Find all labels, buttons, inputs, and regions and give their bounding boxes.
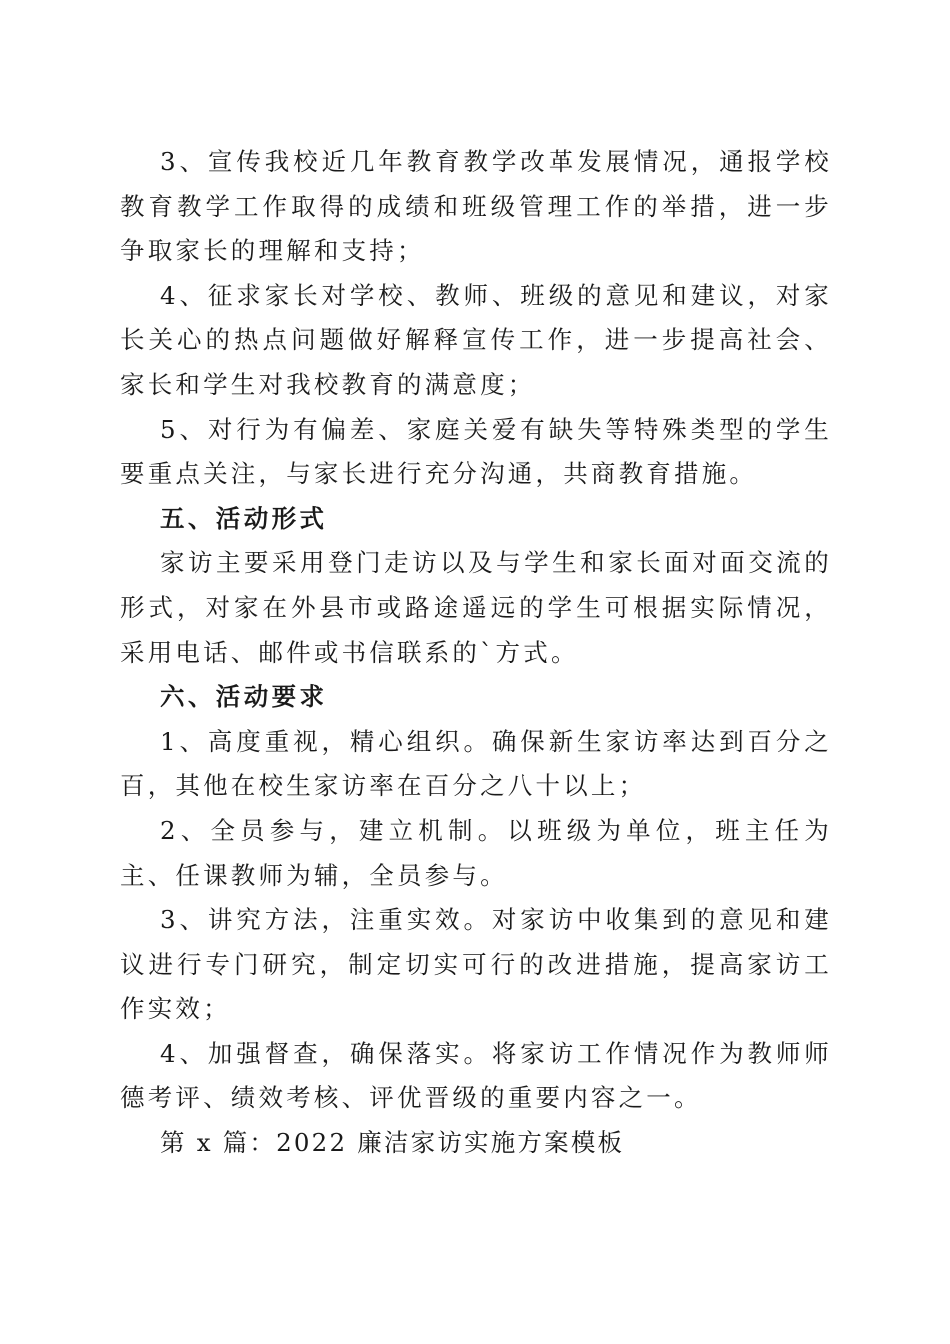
paragraph-requirement-4: 4、加强督查，确保落实。将家访工作情况作为教师师德考评、绩效考核、评优晋级的重要内容之一。	[120, 1038, 832, 1113]
paragraph-item-3-publicity: 3、宣传我校近几年教育教学改革发展情况，通报学校教育教学工作取得的成绩和班级管理工作的举措，进一步争取家长的理解和支持；	[120, 147, 832, 266]
section-heading-activity-form: 五、活动形式	[160, 503, 328, 533]
paragraph-item-5-special-students: 5、对行为有偏差、家庭关爱有缺失等特殊类型的学生要重点关注，与家长进行充分沟通，共商教育措施。	[120, 414, 832, 489]
next-article-title: 第 x 篇：2022 廉洁家访实施方案模板	[160, 1128, 625, 1158]
paragraph-requirement-1: 1、高度重视，精心组织。确保新生家访率达到百分之百，其他在校生家访率在百分之八十以上；	[120, 726, 832, 801]
paragraph-activity-form: 家访主要采用登门走访以及与学生和家长面对面交流的形式，对家在外县市或路途遥远的学生可根据实际情况，采用电话、邮件或书信联系的`方式。	[120, 548, 832, 667]
section-heading-activity-requirements: 六、活动要求	[160, 682, 328, 712]
paragraph-item-4-opinions: 4、征求家长对学校、教师、班级的意见和建议，对家长关心的热点问题做好解释宣传工作，进一步提高社会、家长和学生对我校教育的满意度；	[120, 280, 832, 399]
paragraph-requirement-2: 2、全员参与，建立机制。以班级为单位，班主任为主、任课教师为辅，全员参与。	[120, 815, 832, 890]
paragraph-requirement-3: 3、讲究方法，注重实效。对家访中收集到的意见和建议进行专门研究，制定切实可行的改进措施，提高家访工作实效；	[120, 905, 832, 1024]
document-body	[120, 140, 832, 1166]
